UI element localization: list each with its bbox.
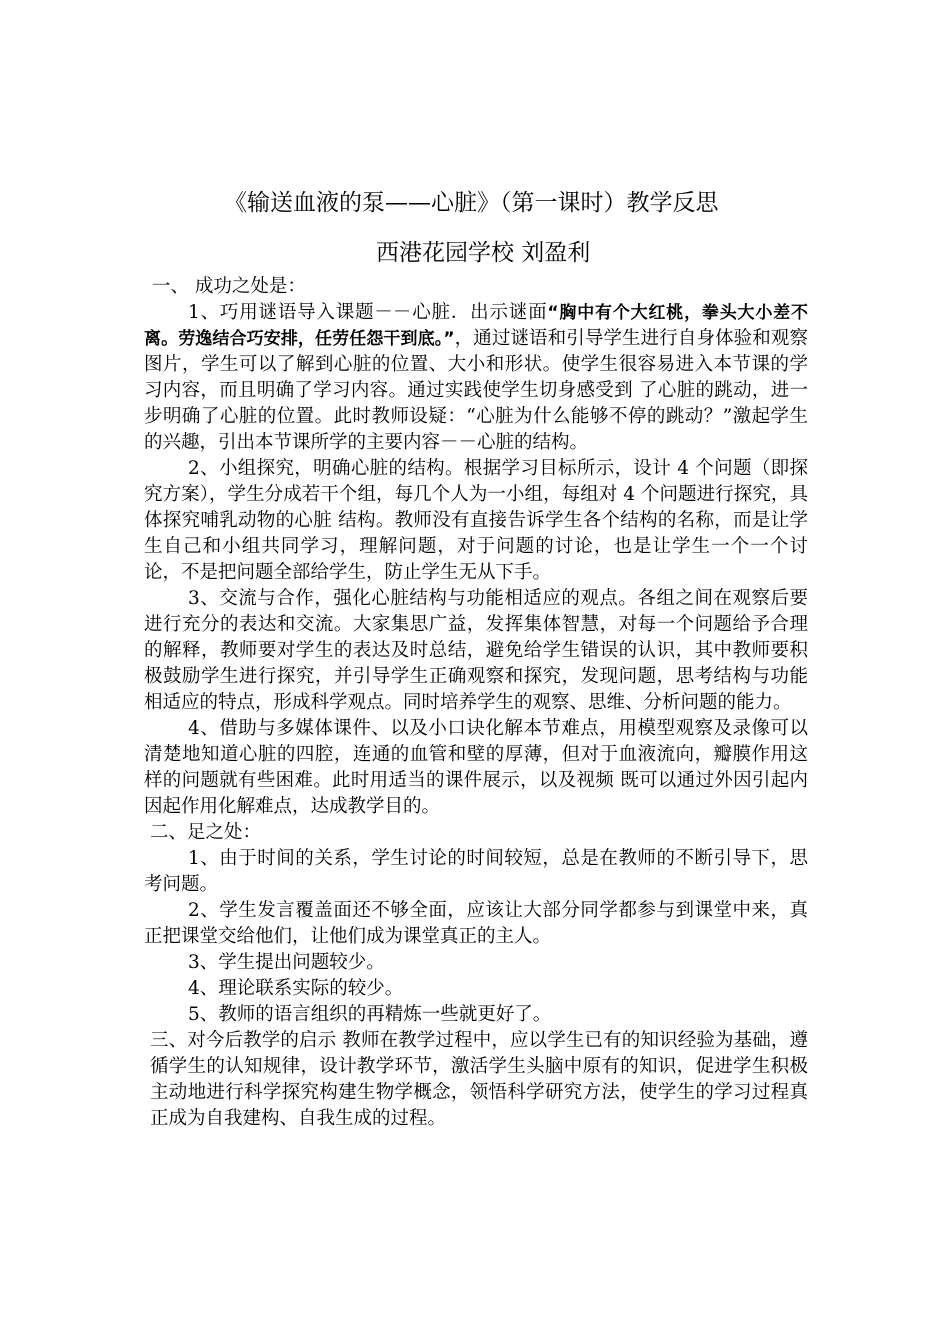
section2-item5: 5、教师的语言组织的再精炼一些就更好了。 — [188, 1004, 552, 1025]
riddle-text: “胸中有个大红桃，拳头大小差不离。劳逸结合巧安排，任劳任怨干到底。” — [144, 303, 808, 349]
section1-item3: 3、交流与合作，强化心脏结构与功能相适应的观点。各组之间在观察后要进行充分的表达和交流。大家集思广益，发挥集体智慧，对每一个问题给予合理的解释，教师要对学生的表达及时总结，避免给学生错误的认识，其中教师要积极鼓励学生进行探究，并引导学生正确观察和探究，发现问题，思考结构与功能相适应的特点，形成科学观点。同时培养学生的观察、思维、分析问题的能力。 — [144, 588, 808, 713]
section1-item1-rest: ，通过谜语和引导学生进行自身体验和观察图片，学生可以了解到心脏的位置、大小和形状。使学生很容易进入本节课的学习内容，而且明确了学习内容。通过实践使学生切身感受到 了心脏的跳动，进一步明确了心脏的位置。此时教师设疑：“心脏为什么能够不停的跳动？”激起学生的兴趣，引出本节课所学的主要内容－－心脏的结构。 — [144, 328, 808, 453]
section2-item3: 3、学生提出问题较少。 — [188, 952, 385, 973]
section2-heading: 二、足之处： — [150, 822, 262, 843]
section1-heading: 一、 成功之处是： — [152, 276, 306, 297]
section2-item1: 1、由于时间的关系，学生讨论的时间较短，总是在教师的不断引导下，思考问题。 — [144, 848, 808, 895]
section3-paragraph: 三、对今后教学的启示 教师在教学过程中，应以学生已有的知识经验为基础，遵循学生的认知规律，设计教学环节，激活学生头脑中原有的知识，促进学生积极主动地进行科学探究构建生物学概念，领悟科学研究方法，使学生的学习过程真正成为自我建构、自我生成的过程。 — [150, 1030, 808, 1129]
section1-item1-intro: 1、巧用谜语导入课题－－心脏．出示谜面 — [188, 302, 548, 323]
section1-item2: 2、小组探究，明确心脏的结构。根据学习目标所示，设计 4 个问题（即探究方案），学生分成若干个组，每几个人为一小组，每组对 4 个问题进行探究，具体探究哺乳动物的心脏 结构。教师没有直接告诉学生各个结构的名称，而是让学生自己和小组共同学习，理解问题，对于问题的讨论，也是让学生一个一个讨论，不是把问题全部给学生，防止学生无从下手。 — [144, 458, 808, 583]
document-body — [144, 274, 808, 1132]
document-title: 《输送血液的泵——心脏》（第一课时）教学反思 — [224, 190, 719, 216]
section1-item1 — [144, 300, 808, 456]
section2-item2: 2、学生发言覆盖面还不够全面，应该让大部分同学都参与到课堂中来，真正把课堂交给他们，让他们成为课堂真正的主人。 — [144, 900, 808, 947]
section2-item4: 4、理论联系实际的较少。 — [188, 978, 404, 999]
section1-item4: 4、借助与多媒体课件、以及小口诀化解本节难点，用模型观察及录像可以清楚地知道心脏的四腔，连通的血管和壁的厚薄，但对于血液流向，瓣膜作用这样的问题就有些困难。此时用适当的课件展示，以及视频 既可以通过外因引起内因起作用化解难点，达成教学目的。 — [144, 718, 808, 817]
document-author: 西港花园学校 刘盈利 — [376, 240, 591, 266]
